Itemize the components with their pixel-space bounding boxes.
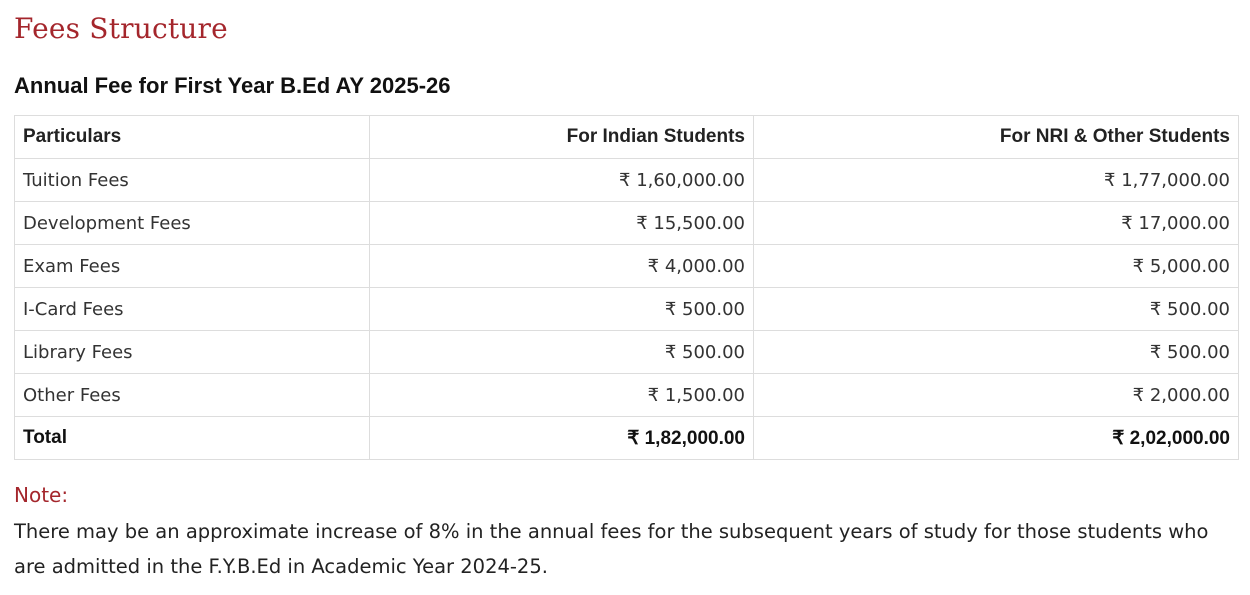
row-particular: Exam Fees <box>15 245 370 288</box>
column-header-particulars: Particulars <box>15 116 370 159</box>
row-indian-fee: ₹ 1,500.00 <box>370 374 754 417</box>
fees-table <box>14 115 1239 460</box>
row-nri-fee: ₹ 2,000.00 <box>754 374 1239 417</box>
row-nri-fee: ₹ 500.00 <box>754 331 1239 374</box>
page-title: Fees Structure <box>14 12 228 45</box>
note-text: There may be an approximate increase of 8% in the annual fees for the subsequent years of study for those students who are admitted in the F.Y.B.Ed in Academic Year 2024-25. <box>14 520 1209 578</box>
row-indian-fee: ₹ 500.00 <box>370 288 754 331</box>
row-particular: Development Fees <box>15 202 370 245</box>
note-label: Note: <box>14 483 69 507</box>
table-header-row <box>15 116 1239 159</box>
section-subtitle: Annual Fee for First Year B.Ed AY 2025-26 <box>14 73 451 98</box>
row-nri-fee: ₹ 500.00 <box>754 288 1239 331</box>
fees-page <box>14 0 1238 584</box>
row-particular: Other Fees <box>15 374 370 417</box>
row-nri-fee: ₹ 1,77,000.00 <box>754 159 1239 202</box>
total-label: Total <box>15 417 370 460</box>
table-total-row <box>15 417 1239 460</box>
row-nri-fee: ₹ 17,000.00 <box>754 202 1239 245</box>
table-row <box>15 245 1239 288</box>
row-indian-fee: ₹ 15,500.00 <box>370 202 754 245</box>
row-nri-fee: ₹ 5,000.00 <box>754 245 1239 288</box>
row-particular: Tuition Fees <box>15 159 370 202</box>
total-indian-fee: ₹ 1,82,000.00 <box>370 417 754 460</box>
row-particular: Library Fees <box>15 331 370 374</box>
table-row <box>15 288 1239 331</box>
row-indian-fee: ₹ 500.00 <box>370 331 754 374</box>
table-row <box>15 202 1239 245</box>
column-header-nri-students: For NRI & Other Students <box>754 116 1239 159</box>
row-particular: I-Card Fees <box>15 288 370 331</box>
column-header-indian-students: For Indian Students <box>370 116 754 159</box>
table-row <box>15 159 1239 202</box>
table-row <box>15 331 1239 374</box>
total-nri-fee: ₹ 2,02,000.00 <box>754 417 1239 460</box>
table-row <box>15 374 1239 417</box>
row-indian-fee: ₹ 1,60,000.00 <box>370 159 754 202</box>
row-indian-fee: ₹ 4,000.00 <box>370 245 754 288</box>
